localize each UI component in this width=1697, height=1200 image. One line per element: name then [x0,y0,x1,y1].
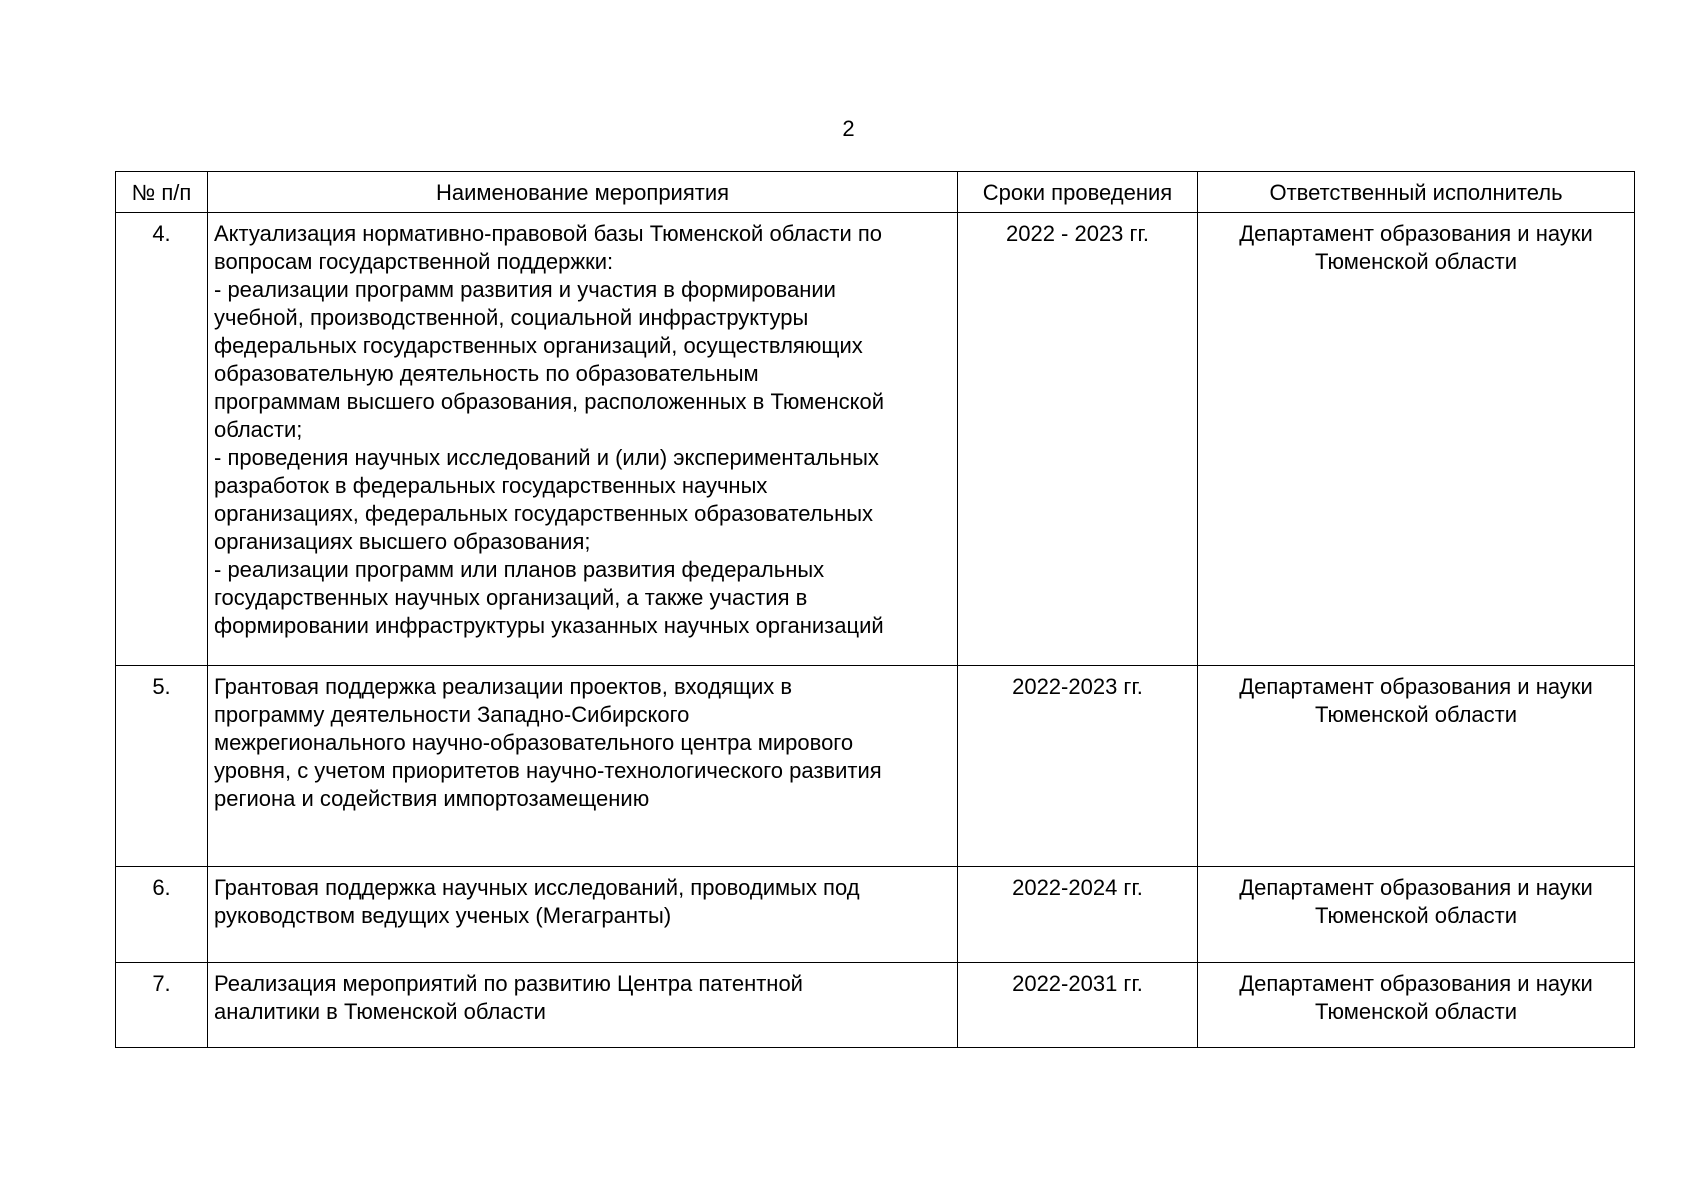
measure-name-line: организациях, федеральных государственных образовательных [214,501,874,526]
measure-name-line: федеральных государственных организаций, осуществляющих [214,333,863,358]
responsible-line: Тюменской области [1314,249,1518,274]
measure-name-line: Грантовая поддержка научных исследований, проводимых под [214,875,860,900]
row-number: 4. [116,213,208,666]
table-row [116,666,1635,867]
measure-name-line: - проведения научных исследований и (или) экспериментальных [214,445,879,470]
header-num: № п/п [116,172,208,213]
measure-term: 2022-2024 гг. [958,867,1198,963]
responsible-line: Тюменской области [1314,903,1518,928]
responsible-line: Тюменской области [1314,999,1518,1024]
measure-name-line: уровня, с учетом приоритетов научно-технологического развития [214,758,882,783]
responsible-line: Департамент образования и науки [1239,221,1593,246]
measure-name-line: государственных научных организаций, а также участия в [214,585,808,610]
measure-name-line: образовательную деятельность по образовательным [214,361,759,386]
measure-name-line: Актуализация нормативно-правовой базы Тюменской области по [214,221,883,246]
table-row [116,213,1635,666]
row-number: 5. [116,666,208,867]
table-row [116,963,1635,1048]
measure-name-line: Реализация мероприятий по развитию Центра патентной [214,971,803,996]
measure-term: 2022-2031 гг. [958,963,1198,1048]
measure-name-line: руководством ведущих ученых (Мегагранты) [214,903,672,928]
measure-name-line: разработок в федеральных государственных научных [214,473,768,498]
header-responsible: Ответственный исполнитель [1198,172,1635,213]
measure-name [208,213,958,666]
responsible-executor [1198,213,1635,666]
responsible-line: Департамент образования и науки [1239,674,1593,699]
responsible-line: Департамент образования и науки [1239,971,1593,996]
measure-name-line: формировании инфраструктуры указанных научных организаций [214,613,884,638]
measure-name-line: - реализации программ развития и участия в формировании [214,277,836,302]
measure-name-line: - реализации программ или планов развития федеральных [214,557,825,582]
header-name: Наименование мероприятия [208,172,958,213]
measure-name-line: региона и содействия импортозамещению [214,786,650,811]
responsible-line: Тюменской области [1314,702,1518,727]
measure-name-line: программам высшего образования, расположенных в Тюменской [214,389,885,414]
header-term: Сроки проведения [958,172,1198,213]
measure-term: 2022 - 2023 гг. [958,213,1198,666]
measure-name-line: Грантовая поддержка реализации проектов, входящих в [214,674,793,699]
measure-name-line: аналитики в Тюменской области [214,999,546,1024]
measure-name-line: программу деятельности Западно-Сибирского [214,702,690,727]
row-number: 6. [116,867,208,963]
measure-name-line: организациях высшего образования; [214,529,591,554]
measure-name-line: учебной, производственной, социальной инфраструктуры [214,305,809,330]
responsible-executor [1198,867,1635,963]
measure-name-line: вопросам государственной поддержки: [214,249,614,274]
table-header-row [116,172,1635,213]
responsible-line: Департамент образования и науки [1239,875,1593,900]
measure-name-line: межрегионального научно-образовательного центра мирового [214,730,854,755]
measures-table [115,171,1635,1048]
measure-term: 2022-2023 гг. [958,666,1198,867]
measure-name-line: области; [214,417,303,442]
measure-name [208,963,958,1048]
measure-name [208,867,958,963]
table-row [116,867,1635,963]
measure-name [208,666,958,867]
page-number: 2 [842,116,855,141]
responsible-executor [1198,666,1635,867]
row-number: 7. [116,963,208,1048]
responsible-executor [1198,963,1635,1048]
